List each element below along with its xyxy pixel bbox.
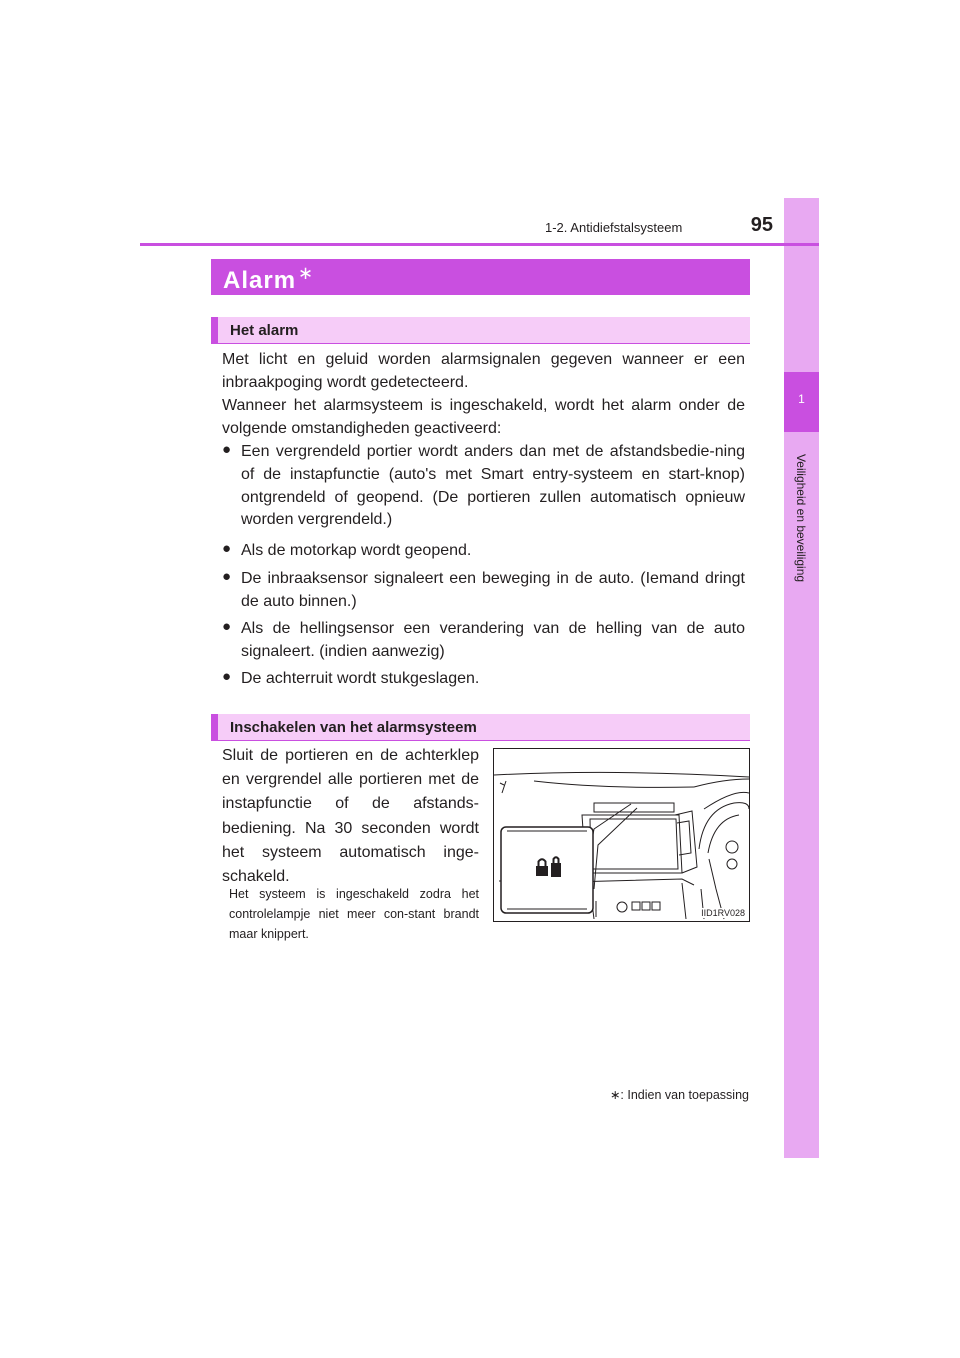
footnote-marker-icon: ∗ <box>609 1088 621 1102</box>
bullet-icon: ● <box>222 618 232 635</box>
instruction-paragraph: Sluit de portieren en de achterklep en vergrendel alle portieren met de instapfunctie of de afstands-bediening. Na 30 seconden wordt het systeem automatisch inge-schakeld. <box>222 747 479 886</box>
bullet-icon: ● <box>222 668 232 685</box>
list-item: Een vergrendeld portier wordt anders dan met de afstandsbedie-ning of de instapfunctie (auto's met Smart entry-systeem en start-knop) ontgrendeld of geopend. (De portieren zullen automatisch opnieuw worden vergrendeld.) <box>241 443 745 529</box>
section-heading: Inschakelen van het alarmsysteem <box>230 719 477 736</box>
optional-marker-icon: ∗ <box>298 263 315 283</box>
page-number: 95 <box>750 214 773 236</box>
intro-paragraph-2: Wanneer het alarmsysteem is ingeschakeld, wordt het alarm onder de volgende omstandigheden geactiveerd: <box>222 397 745 437</box>
footnote-text: : Indien van toepassing <box>620 1088 749 1102</box>
bullet-icon: ● <box>222 540 232 557</box>
section-heading-bar <box>211 714 750 741</box>
intro-paragraph: Met licht en geluid worden alarmsignalen gegeven wanneer er een inbraakpoging wordt gedetecteerd. <box>222 351 745 391</box>
list-item: De achterruit wordt stukgeslagen. <box>241 670 480 687</box>
section-heading-bar <box>211 317 750 344</box>
chapter-side-tab <box>784 198 819 1158</box>
bullet-icon: ● <box>222 568 232 585</box>
list-item: Als de hellingsensor een verandering van de helling van de auto signaleert. (indien aanwezig) <box>241 620 745 660</box>
illustration-code: IID1RV028 <box>701 908 745 918</box>
chapter-title: Veiligheid en beveiliging <box>794 453 808 583</box>
dashboard-illustration <box>493 748 750 922</box>
running-header-section: 1-2. Antidiefstalsysteem <box>545 220 683 235</box>
list-item: Als de motorkap wordt geopend. <box>241 542 472 559</box>
footnote <box>610 1087 749 1102</box>
dashboard-drawing <box>494 749 749 921</box>
page-title <box>223 263 314 295</box>
page-title-bar <box>211 259 750 295</box>
header-rule <box>140 243 819 246</box>
note-text: Het systeem is ingeschakeld zodra het controlelampje niet meer con-stant brandt maar knippert. <box>229 887 479 941</box>
list-item: De inbraaksensor signaleert een beweging in de auto. (Iemand dringt de auto binnen.) <box>241 570 745 610</box>
section-heading: Het alarm <box>230 322 299 339</box>
page-title-text: Alarm <box>223 267 297 294</box>
bullet-icon: ● <box>222 441 232 458</box>
chapter-number: 1 <box>798 392 805 406</box>
